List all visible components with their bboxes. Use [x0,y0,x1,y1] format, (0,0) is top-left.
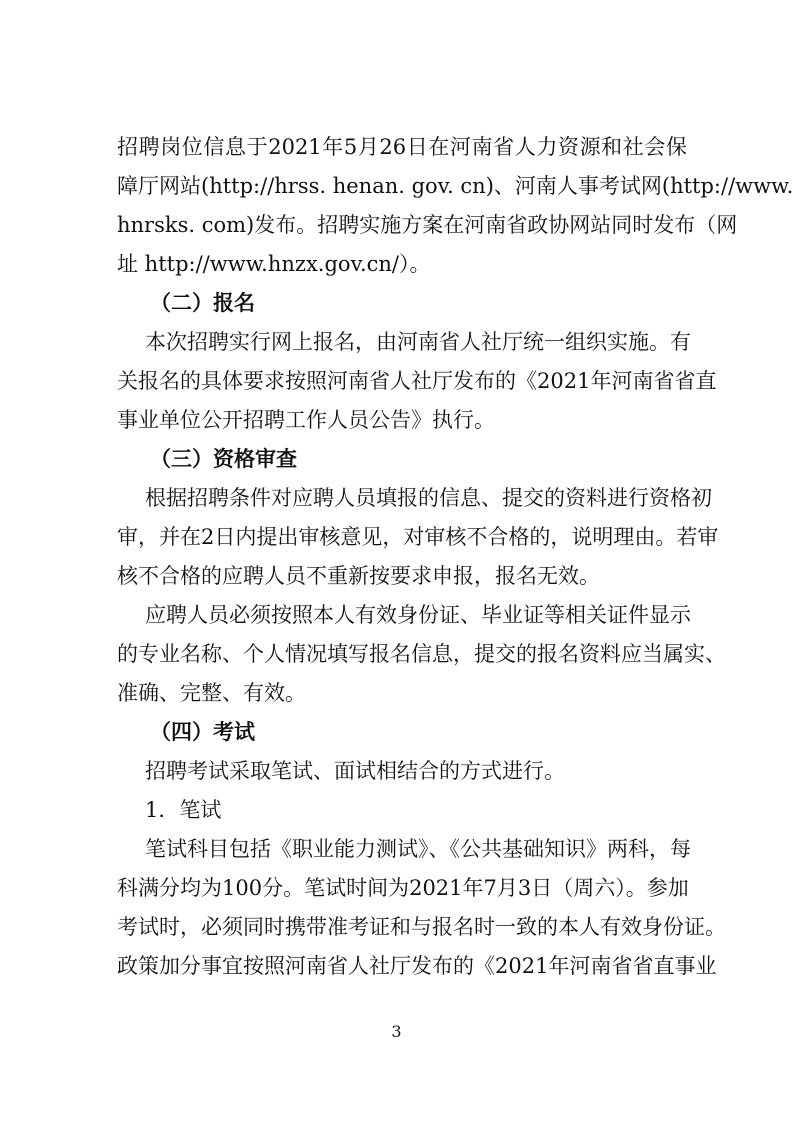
paragraph-line: 科满分均为100分。笔试时间为2021年7月3日（周六）。参加 [117,876,689,900]
paragraph-line: 考试时，必须同时携带准考证和与报名时一致的本人有效身份证。 [117,915,726,939]
paragraph-line: 应聘人员必须按照本人有效身份证、毕业证等相关证件显示 [145,603,691,627]
page-number: 3 [391,1022,402,1041]
paragraph-line: 事业单位公开招聘工作人员公告》执行。 [117,408,495,432]
section-heading-qualification-review: （三）资格审查 [150,447,297,471]
subheading-written-exam: 1．笔试 [145,798,222,822]
paragraph-line: 的专业名称、个人情况填写报名信息，提交的报名资料应当属实、 [117,642,726,666]
paragraph-line: 笔试科目包括《职业能力测试》、《公共基础知识》两科，每 [145,837,691,861]
paragraph-line: 址 http://www.hnzx.gov.cn/）。 [117,252,431,276]
paragraph-line: 准确、完整、有效。 [117,681,306,705]
paragraph-line: 关报名的具体要求按照河南省人社厅发布的《2021年河南省省直 [117,369,717,393]
section-heading-registration: （二）报名 [150,291,255,315]
paragraph-line: 审，并在2日内提出审核意见，对审核不合格的，说明理由。若审 [117,525,719,549]
paragraph-line: 政策加分事宜按照河南省人社厅发布的《2021年河南省省直事业 [117,954,717,978]
paragraph-line: 障厅网站(http://hrss. henan. gov. cn)、河南人事考试网(http://www. [117,174,793,198]
paragraph-line: 招聘考试采取笔试、面试相结合的方式进行。 [145,759,565,783]
paragraph-line: hnrsks. com)发布。招聘实施方案在河南省政协网站同时发布（网 [117,213,738,237]
paragraph-line: 核不合格的应聘人员不重新按要求申报，报名无效。 [117,564,600,588]
paragraph-line: 本次招聘实行网上报名，由河南省人社厅统一组织实施。有 [145,330,691,354]
paragraph-line: 招聘岗位信息于2021年5月26日在河南省人力资源和社会保 [117,135,687,159]
section-heading-exam: （四）考试 [150,720,255,744]
paragraph-line: 根据招聘条件对应聘人员填报的信息、提交的资料进行资格初 [145,486,712,510]
